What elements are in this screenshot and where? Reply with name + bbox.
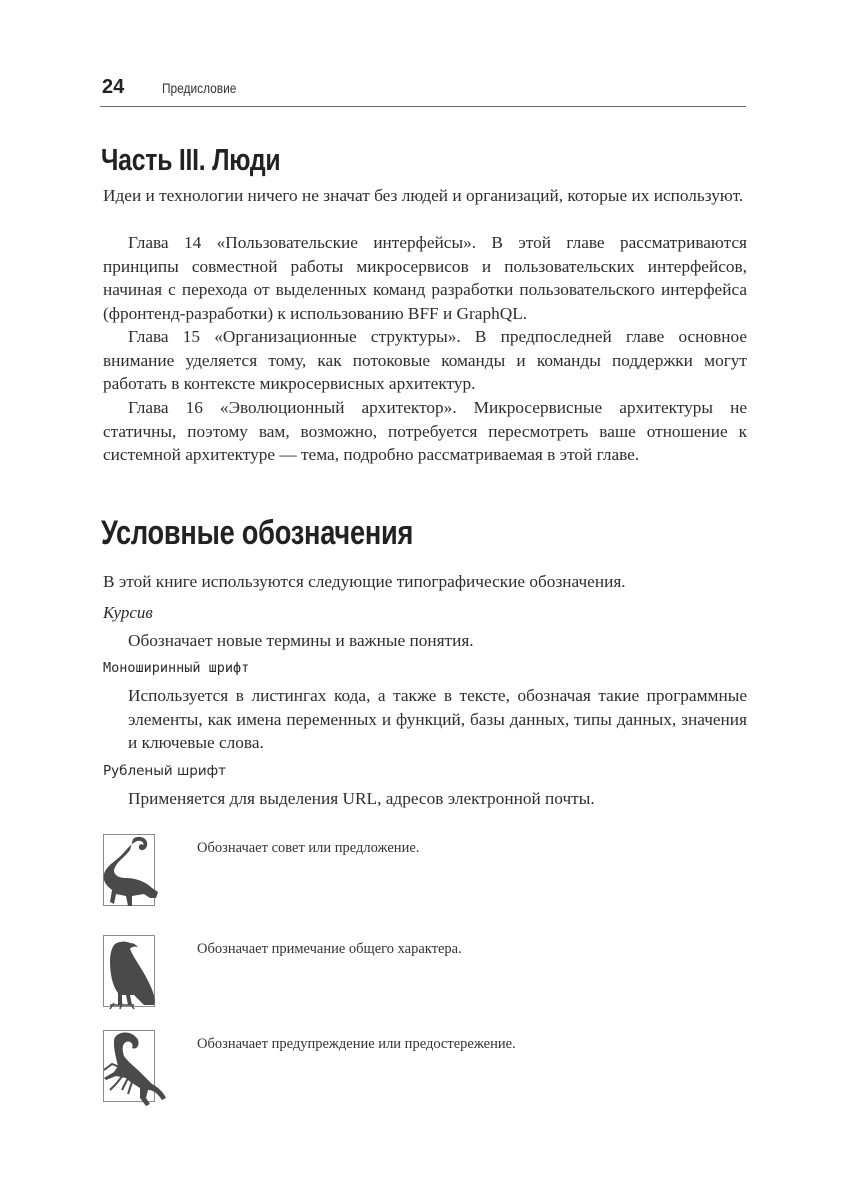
conventions-intro: В этой книге используются следующие типографические обозначения. bbox=[103, 572, 626, 591]
lemur-icon bbox=[100, 832, 162, 912]
running-title: Предисловие bbox=[162, 80, 237, 96]
part-heading: Часть III. Люди bbox=[101, 142, 281, 177]
conventions-heading: Условные обозначения bbox=[101, 514, 414, 552]
chapter-16-summary: Глава 16 «Эволюционный архитектор». Микросервисные архитектуры не статичны, поэтому вам, возможно, потребуется пересмотреть ваше отношение к системной архитектуре — тема, подробно рассматриваемая в этой главе. bbox=[103, 398, 747, 464]
warning-note bbox=[100, 1028, 660, 1108]
chapter-14-summary: Глава 14 «Пользовательские интерфейсы». В этой главе рассматриваются принципы совместной работы микросервисов и пользовательских интерфейсов, начиная с перехода от выделенных команд разработки пользовательского интерфейса (фронтенд-разработки) к использованию BFF и GraphQL. bbox=[103, 233, 747, 323]
general-note bbox=[100, 933, 660, 1013]
running-head bbox=[100, 76, 746, 107]
term-mono-description: Используется в листингах кода, а также в тексте, обозначая такие программные элементы, как имена переменных и функций, базы данных, типы данных, значения и ключевые слова. bbox=[128, 686, 747, 752]
term-sans-description: Применяется для выделения URL, адресов электронной почты. bbox=[128, 789, 595, 808]
page-number: 24 bbox=[102, 76, 125, 98]
part-intro: Идеи и технологии ничего не значат без людей и организаций, которые их используют. bbox=[103, 186, 744, 205]
warning-note-text: Обозначает предупреждение или предостережение. bbox=[197, 1036, 516, 1052]
chapter-15-summary: Глава 15 «Организационные структуры». В предпоследней главе основное внимание уделяется тому, как потоковые команды и команды поддержки могут работать в контексте микросервисных архитектур. bbox=[103, 327, 747, 393]
tip-note-text: Обозначает совет или предложение. bbox=[197, 840, 420, 856]
term-italic-label: Курсив bbox=[103, 603, 153, 622]
term-mono-label: Моноширинный шрифт bbox=[103, 660, 250, 676]
term-italic-description: Обозначает новые термины и важные понятия. bbox=[128, 631, 474, 650]
crow-icon bbox=[100, 933, 162, 1013]
term-sans-label: Рубленый шрифт bbox=[103, 763, 227, 779]
tip-note bbox=[100, 832, 660, 912]
general-note-text: Обозначает примечание общего характера. bbox=[197, 941, 462, 957]
scorpion-icon bbox=[100, 1028, 162, 1108]
